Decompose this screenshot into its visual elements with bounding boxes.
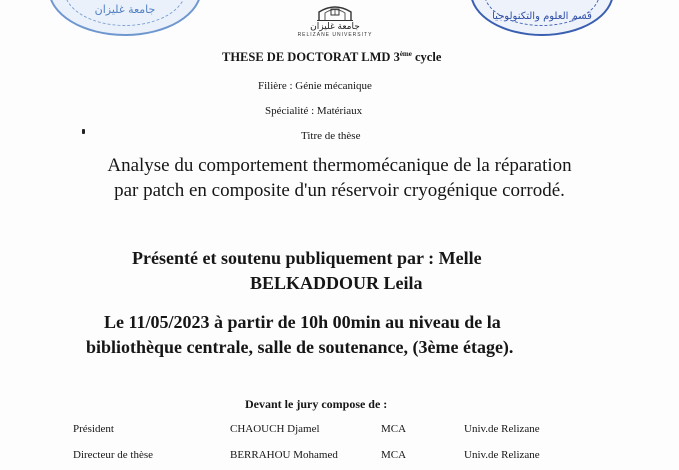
jury-grade: MCA	[381, 423, 407, 435]
logo-english-text: RELIZANE UNIVERSITY	[297, 32, 373, 38]
specialite-line: Spécialité : Matériaux	[265, 105, 363, 117]
defense-date-line-2: bibliothèque centrale, salle de soutenance, (3ème étage).	[86, 337, 514, 357]
degree-tail: cycle	[411, 50, 442, 65]
jury-role: Directeur de thèse	[73, 449, 154, 461]
seal-left-text: جامعة غليزان	[94, 3, 156, 16]
university-logo	[293, 0, 377, 42]
defense-date-line-1: Le 11/05/2023 à partir de 10h 00min au niveau de la	[104, 312, 501, 332]
thesis-title-line-2: par patch en composite d'un réservoir cryogénique corrodé.	[114, 180, 565, 201]
thesis-title-line-1: Analyse du comportement thermomécanique de la réparation	[107, 155, 572, 176]
university-crest-icon	[315, 0, 355, 22]
department-seal-right	[470, 0, 614, 36]
degree-heading	[222, 50, 441, 65]
seal-right-text: قسم العلوم والتكنولوجيا	[492, 11, 592, 22]
jury-institution: Univ.de Relizane	[464, 449, 540, 461]
jury-grade: MCA	[381, 449, 407, 461]
degree-superscript: ème	[399, 50, 412, 58]
thesis-title-label: Titre de thèse	[301, 130, 361, 142]
logo-arabic-text: جامعة غليزان	[310, 22, 360, 32]
filiere-line: Filière : Génie mécanique	[258, 80, 372, 92]
university-seal-left	[48, 0, 202, 36]
jury-heading: Devant le jury compose de :	[245, 397, 388, 411]
presented-by-line: Présenté et soutenu publiquement par : Melle	[132, 248, 482, 268]
jury-institution: Univ.de Relizane	[464, 423, 540, 435]
jury-role: Président	[73, 423, 114, 435]
candidate-name: BELKADDOUR Leila	[250, 273, 423, 293]
jury-name: BERRAHOU Mohamed	[230, 449, 338, 461]
degree-main: THESE DE DOCTORAT LMD 3	[222, 50, 400, 65]
ink-speck	[82, 129, 85, 134]
jury-name: CHAOUCH Djamel	[230, 423, 320, 435]
